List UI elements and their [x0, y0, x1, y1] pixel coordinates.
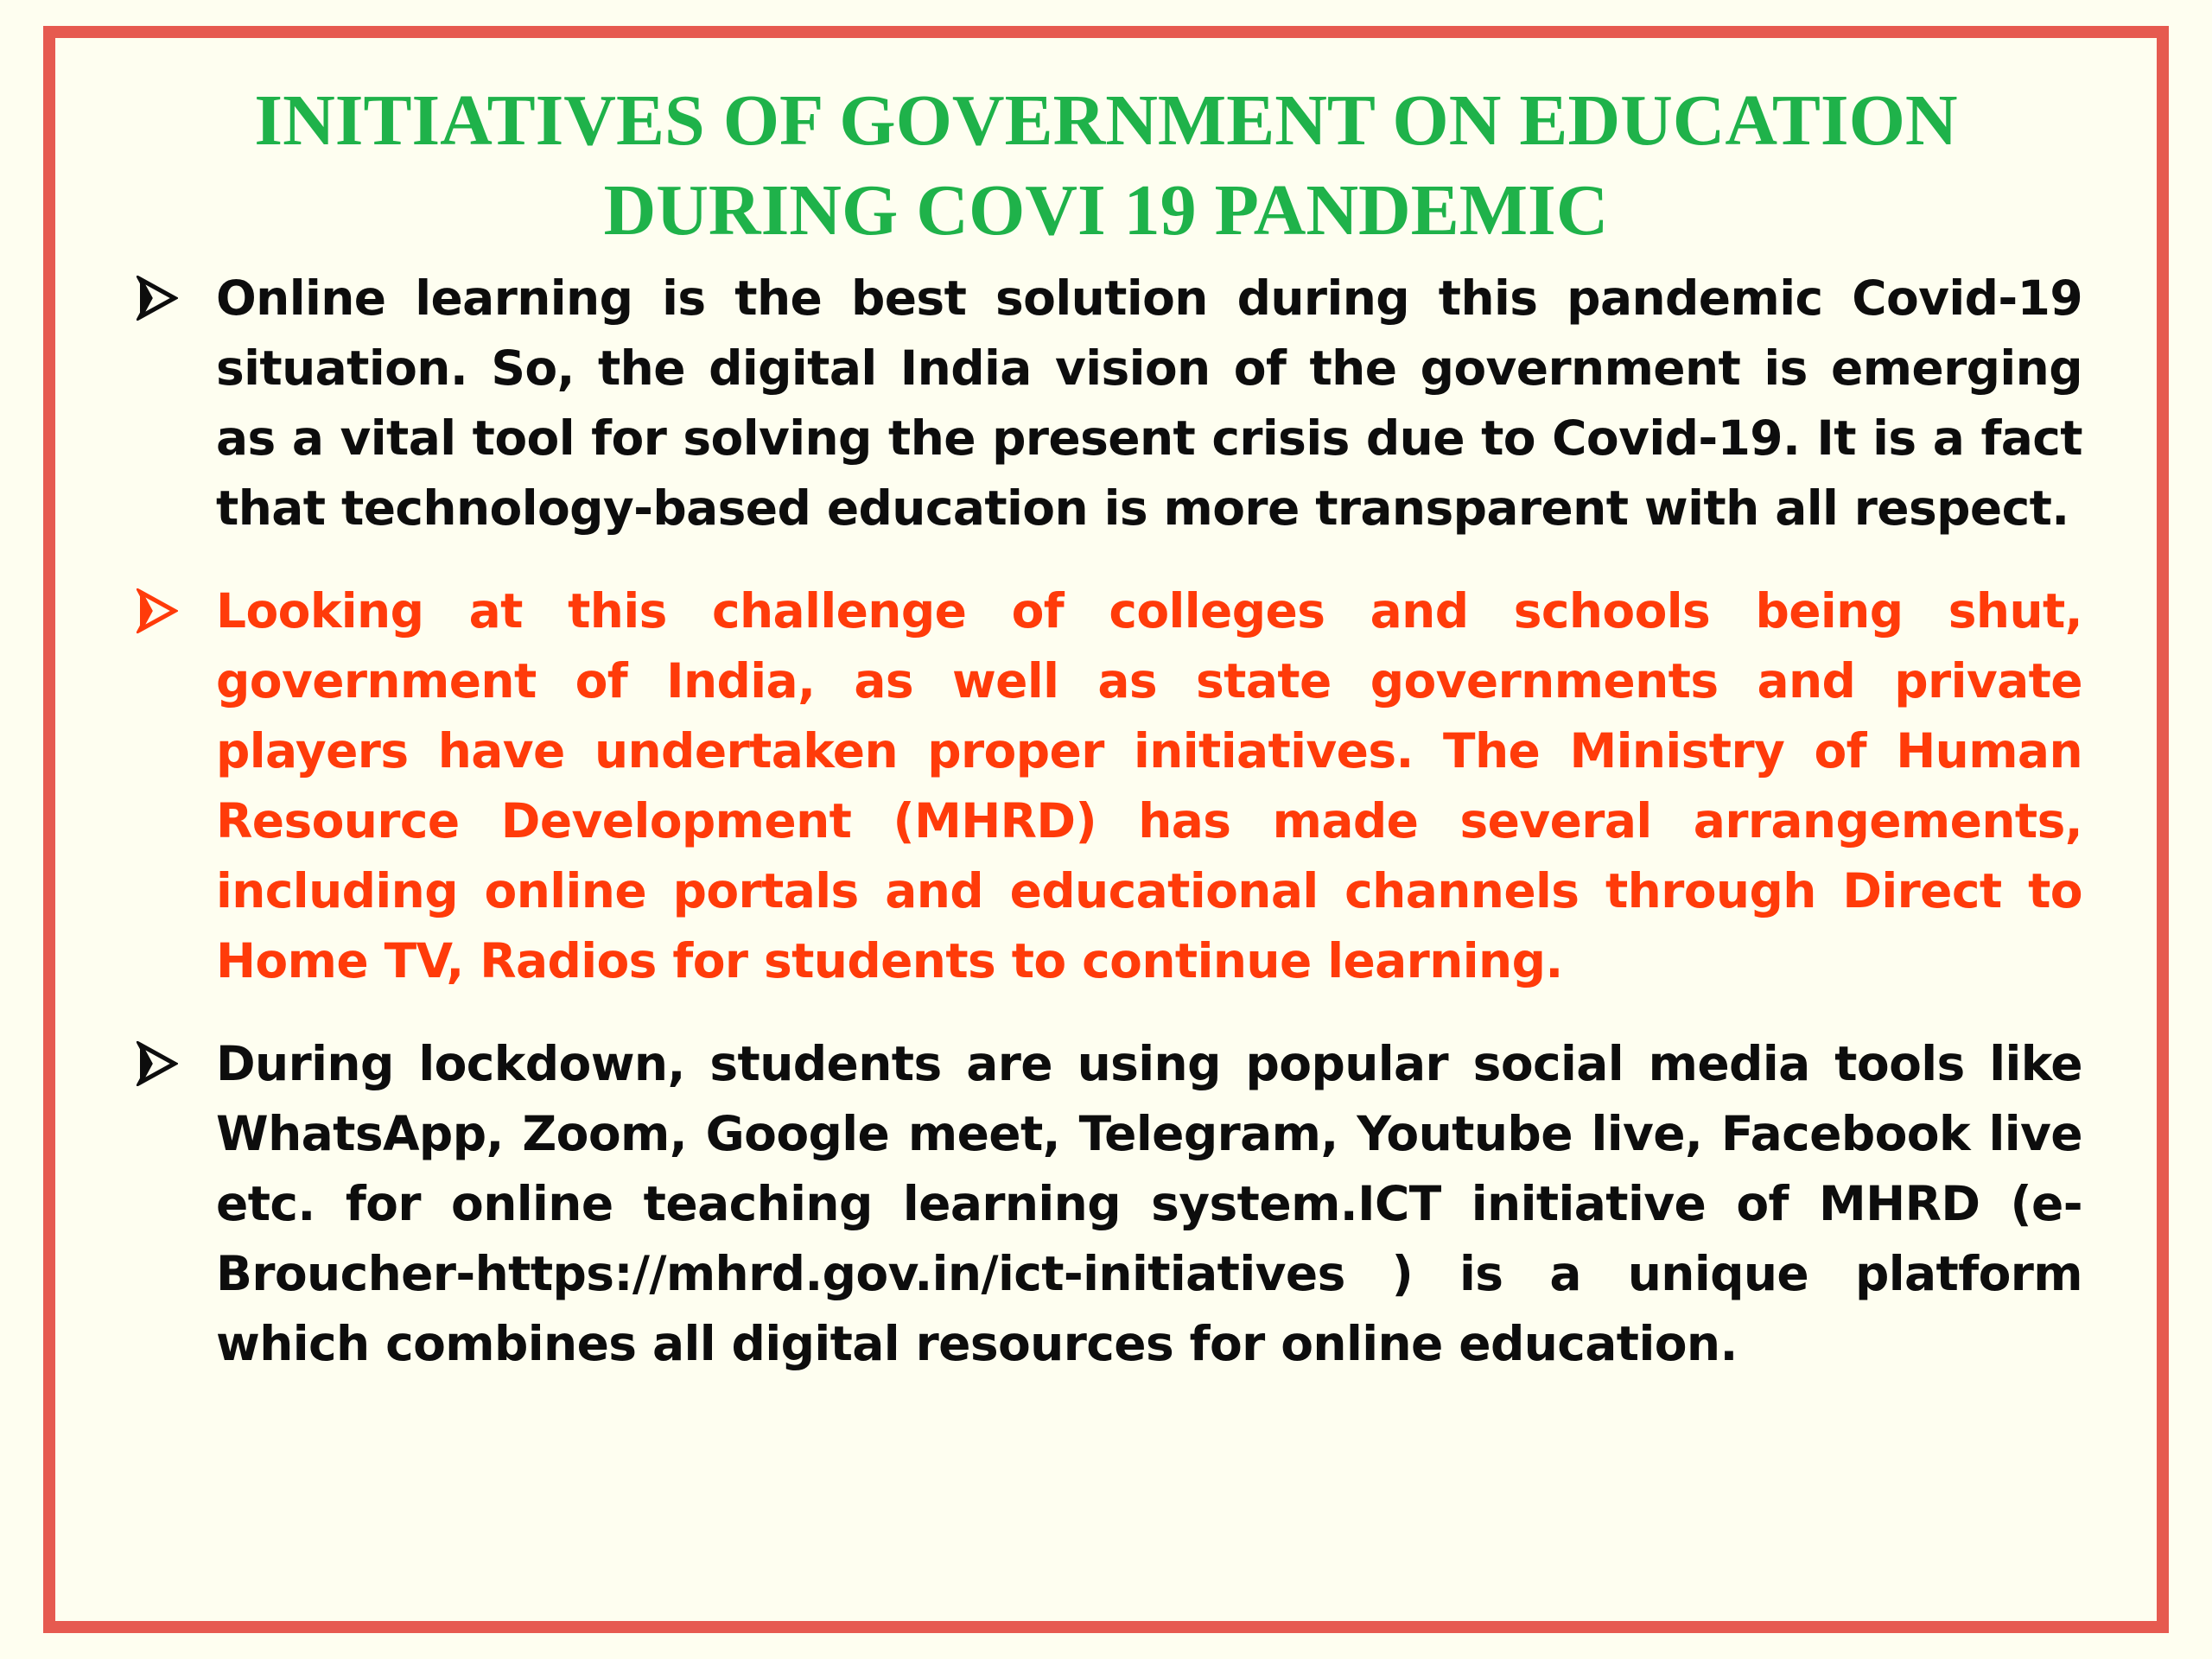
bullet-item-government-initiatives	[130, 576, 2082, 996]
arrow-bullet-icon	[137, 588, 178, 633]
slide-title-line-1: INITIATIVES OF GOVERNMENT ON EDUCATION	[254, 80, 1958, 161]
arrow-bullet-icon	[137, 276, 178, 321]
bullet-item-social-media-tools	[130, 1029, 2082, 1379]
bullet-text-social-media-tools: During lockdown, students are using popular social media tools like WhatsApp, Zoom, Google meet, Telegram, Youtube live, Facebook live etc. for online teaching learning system.ICT initiative of MHRD (e-Broucher-https://mhrd.gov.in/ict-initiatives ) is a unique platform which combines all digital resources for online education.	[216, 1036, 2082, 1371]
slide-title-line-2: DURING COVI 19 PANDEMIC	[603, 170, 1609, 251]
bullet-item-online-learning	[130, 264, 2082, 543]
bullet-text-online-learning: Online learning is the best solution during this pandemic Covid-19 situation. So, the digital India vision of the government is emerging as a vital tool for solving the present crisis due to Covid-19. It is a fact that technology-based education is more transparent with all respect.	[216, 270, 2082, 536]
slide-title	[0, 76, 2212, 256]
bullet-list	[130, 264, 2082, 1412]
bullet-text-government-initiatives: Looking at this challenge of colleges and schools being shut, government of India, as well as state governments and private players have undertaken proper initiatives. The Ministry of Human Resource Development (MHRD) has made several arrangements, including online portals and educational channels through Direct to Home TV, Radios for students to continue learning.	[216, 583, 2082, 988]
arrow-bullet-icon	[137, 1041, 178, 1086]
